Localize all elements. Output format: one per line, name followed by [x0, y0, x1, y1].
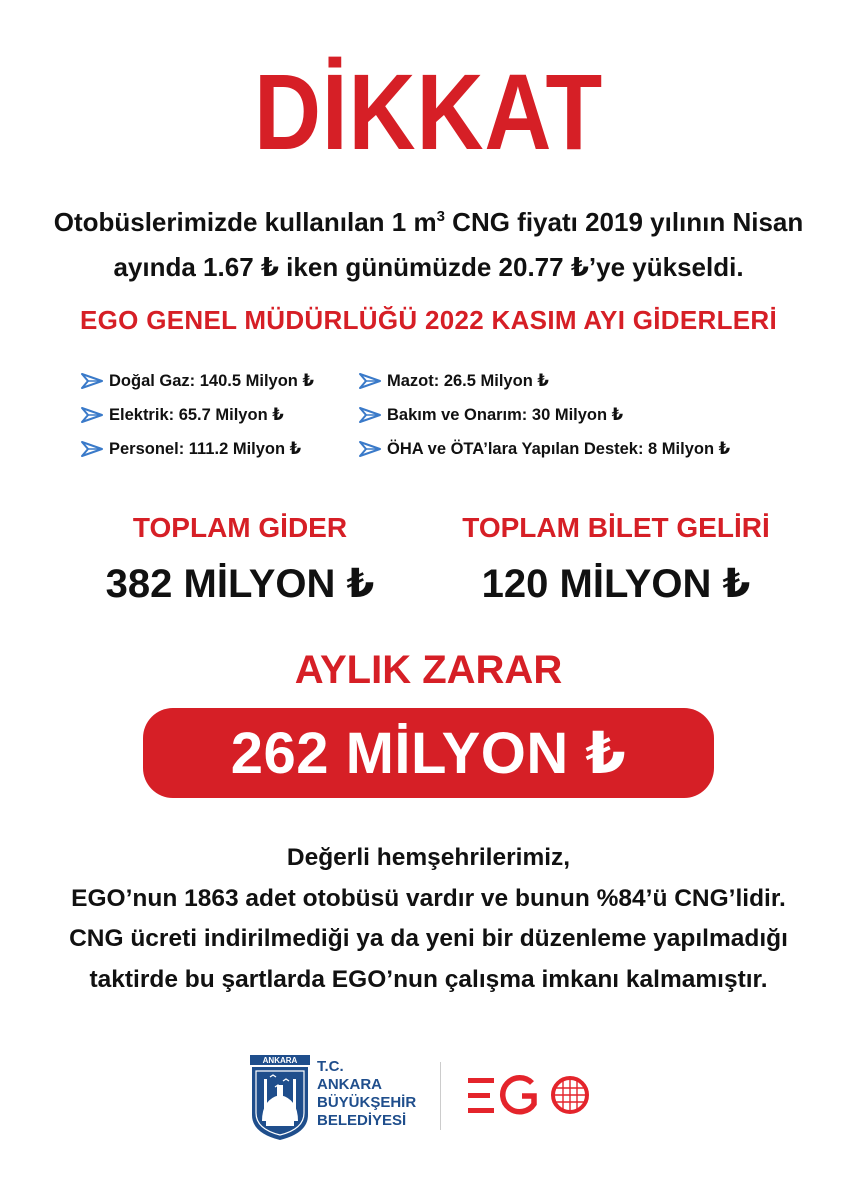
- expenses-column-right: [358, 364, 730, 466]
- intro-line-1-end: CNG fiyatı 2019 yılının Nisan: [444, 207, 804, 237]
- intro-line-1: [40, 194, 817, 245]
- total-expense-label: TOPLAM GİDER: [132, 512, 348, 543]
- expense-item: [358, 432, 730, 466]
- intro-line-1-start: Otobüslerimizde kullanılan 1 m: [53, 207, 437, 237]
- abb-badge-text: ANKARA: [262, 1056, 298, 1065]
- abb-line: T.C.: [317, 1058, 344, 1075]
- message-line: EGO’nun 1863 adet otobüsü vardır ve bunun %84’ü CNG’lidir.: [71, 884, 786, 912]
- abb-line: BELEDİYESİ: [317, 1112, 407, 1129]
- monthly-loss-label: AYLIK ZARAR: [294, 648, 563, 692]
- paper-plane-arrow-icon: [358, 372, 382, 390]
- expense-label: Mazot: 26.5 Milyon ₺: [387, 372, 549, 390]
- expense-item: [80, 398, 314, 432]
- abb-line: ANKARA: [317, 1076, 382, 1093]
- expense-item: [80, 432, 314, 466]
- message-line: Değerli hemşehrilerimiz,: [286, 844, 571, 871]
- expense-label: Doğal Gaz: 140.5 Milyon ₺: [109, 372, 314, 390]
- total-revenue-value: 120 MİLYON ₺: [481, 562, 751, 606]
- total-expense-value: 382 MİLYON ₺: [105, 562, 375, 606]
- expense-label: ÖHA ve ÖTA’lara Yapılan Destek: 8 Milyon ₺: [387, 440, 731, 458]
- paper-plane-arrow-icon: [358, 440, 382, 458]
- paper-plane-arrow-icon: [358, 406, 382, 424]
- message-line: taktirde bu şartlarda EGO’nun çalışma imkanı kalmamıştır.: [89, 965, 768, 993]
- expense-label: Elektrik: 65.7 Milyon ₺: [109, 406, 284, 424]
- paper-plane-arrow-icon: [80, 440, 104, 458]
- ankara-municipality-logo: [250, 1055, 310, 1141]
- total-expense-block: [70, 510, 410, 604]
- intro-line-2: ayında 1.67 ₺ iken günümüzde 20.77 ₺’ye yükseldi.: [113, 252, 744, 282]
- citizen-message: [30, 838, 827, 1000]
- monthly-loss-banner: [143, 708, 714, 798]
- expense-item: [358, 364, 730, 398]
- expense-item: [80, 364, 314, 398]
- expenses-column-left: [80, 364, 314, 466]
- abb-line: BÜYÜKŞEHİR: [317, 1094, 417, 1111]
- total-revenue-label: TOPLAM BİLET GELİRİ: [462, 512, 770, 543]
- ankara-municipality-name: [317, 1058, 416, 1130]
- headline: DİKKAT: [253, 51, 604, 172]
- expense-label: Personel: 111.2 Milyon ₺: [109, 440, 302, 458]
- paper-plane-arrow-icon: [80, 406, 104, 424]
- intro-paragraph: [40, 194, 817, 290]
- expense-item: [358, 398, 730, 432]
- message-line: CNG ücreti indirilmediği ya da yeni bir düzenleme yapılmadığı: [69, 925, 788, 952]
- monthly-loss-value: 262 MİLYON ₺: [230, 721, 627, 786]
- logo-divider: [440, 1062, 441, 1130]
- ego-logo: [466, 1066, 608, 1126]
- expenses-title: EGO GENEL MÜDÜRLÜĞÜ 2022 KASIM AYI GİDERLERİ: [79, 305, 778, 335]
- paper-plane-arrow-icon: [80, 372, 104, 390]
- total-revenue-block: [446, 510, 786, 604]
- expense-label: Bakım ve Onarım: 30 Milyon ₺: [387, 406, 624, 424]
- intro-superscript: 3: [436, 208, 445, 225]
